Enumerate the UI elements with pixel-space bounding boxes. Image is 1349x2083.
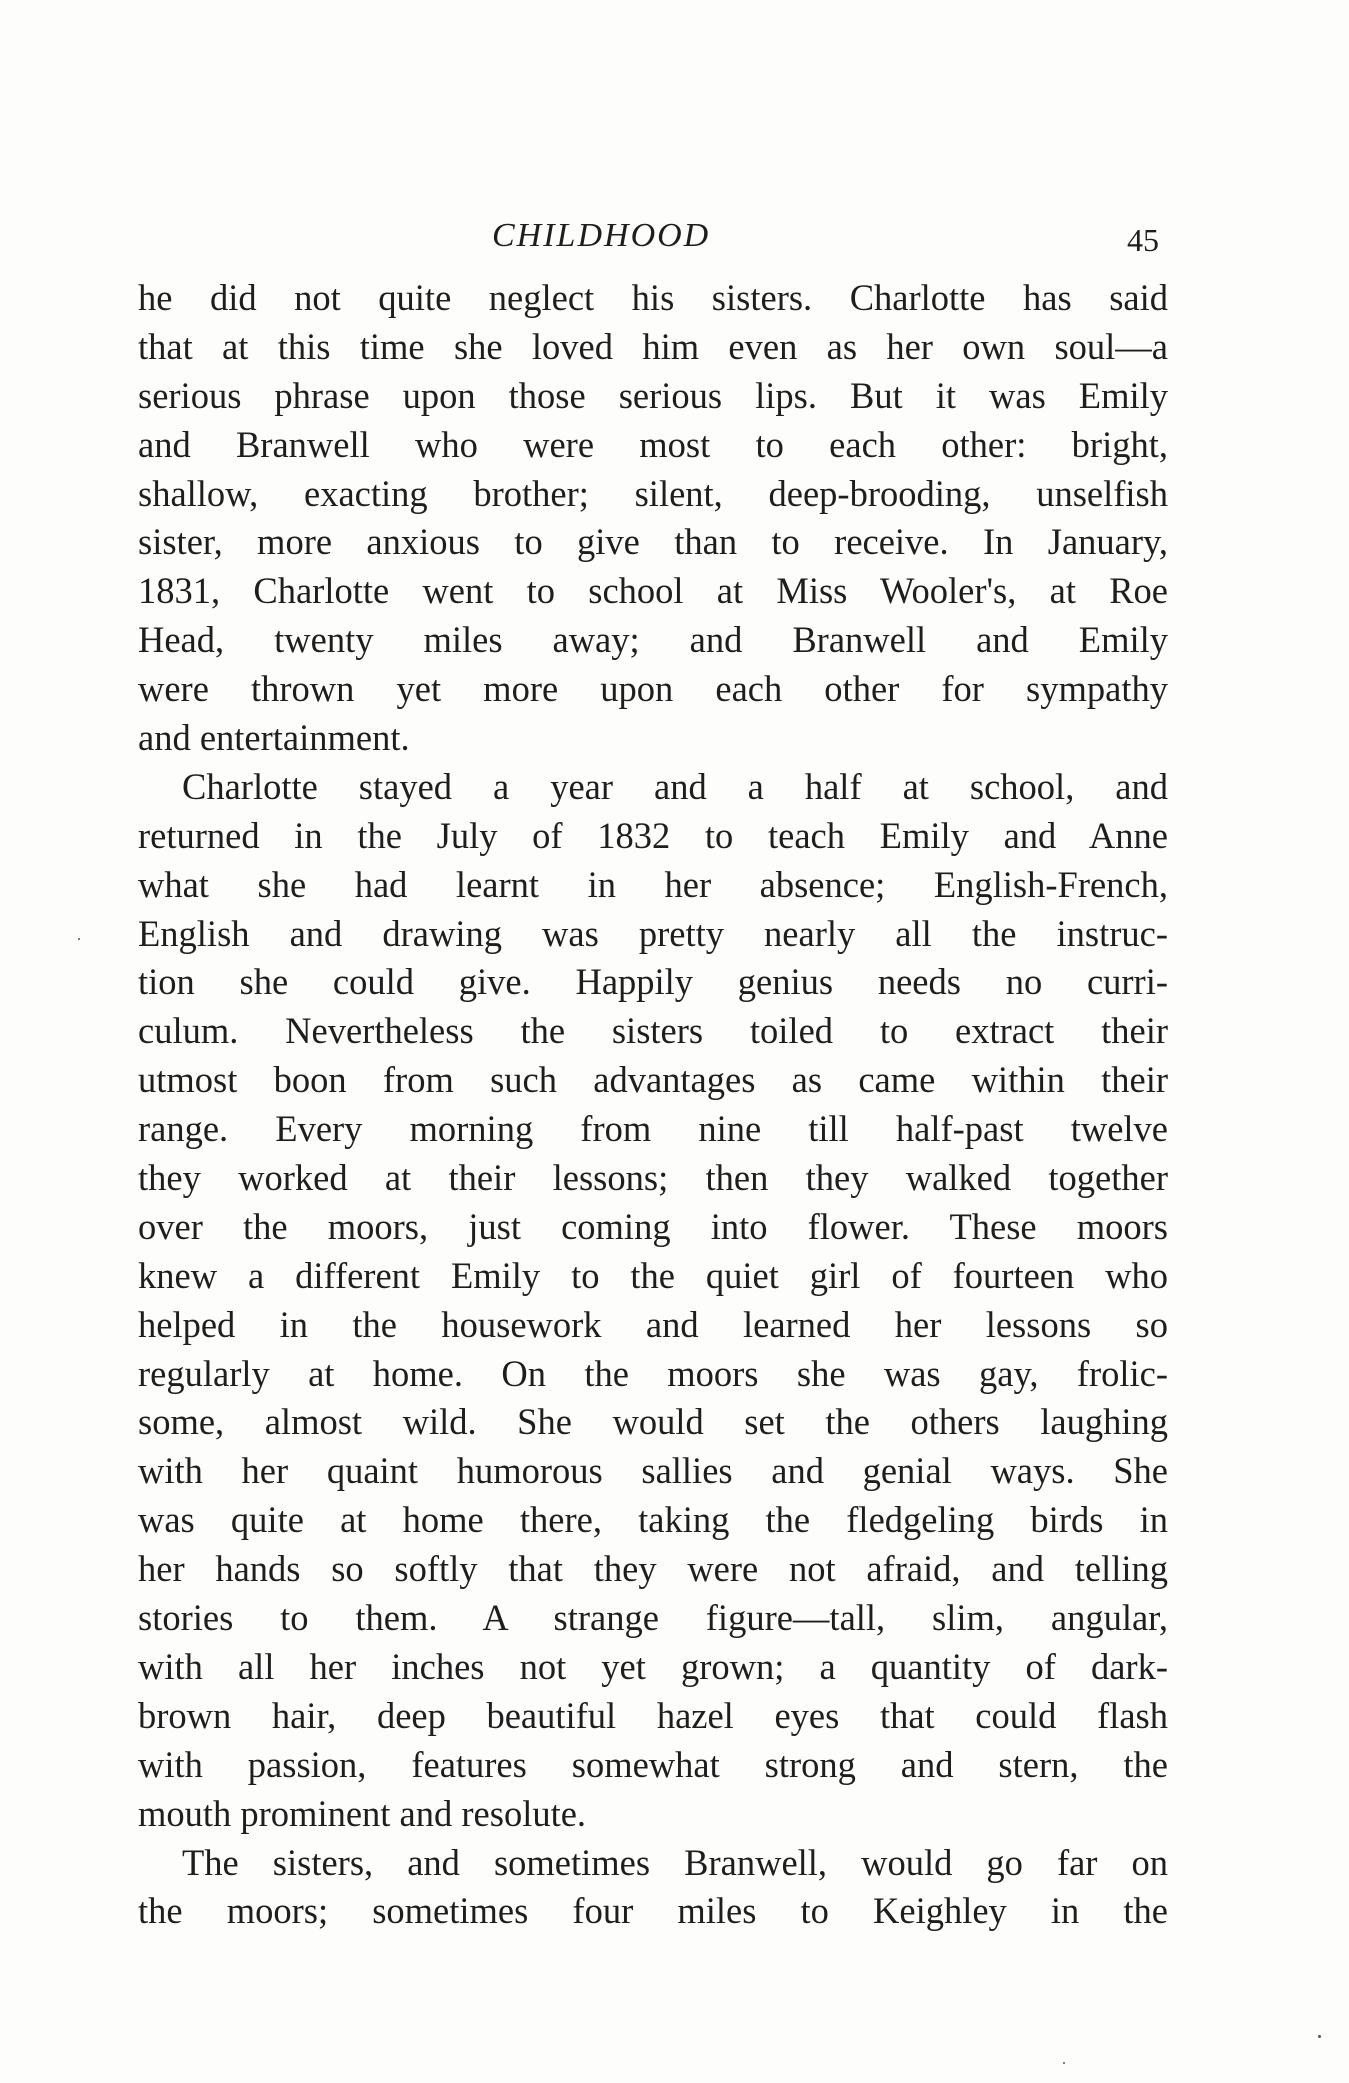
- text-line: serious phrase upon those serious lips. But it was Emily: [138, 374, 1168, 416]
- paragraph-2: [138, 763, 1168, 1839]
- text-line: regularly at home. On the moors she was gay, frolic-: [138, 1352, 1168, 1394]
- text-line: stories to them. A strange figure—tall, slim, angular,: [138, 1597, 1168, 1639]
- running-head: CHILDHOOD: [492, 217, 711, 254]
- body-text: [138, 274, 1168, 1936]
- text-line: The sisters, and sometimes Branwell, would go far on: [182, 1841, 1168, 1883]
- text-line: and entertainment.: [138, 717, 410, 759]
- text-line: English and drawing was pretty nearly all the instruc-: [138, 912, 1168, 954]
- text-line: utmost boon from such advantages as came within their: [138, 1059, 1168, 1101]
- text-line: sister, more anxious to give than to receive. In January,: [138, 521, 1168, 563]
- text-line: were thrown yet more upon each other for sympathy: [138, 668, 1168, 710]
- page-number: 45: [1127, 222, 1159, 258]
- text-line: that at this time she loved him even as her own soul—a: [138, 325, 1168, 367]
- text-line: some, almost wild. She would set the others laughing: [138, 1401, 1168, 1443]
- text-line: he did not quite neglect his sisters. Charlotte has said: [138, 277, 1168, 318]
- text-line: culum. Nevertheless the sisters toiled to extract their: [138, 1010, 1168, 1052]
- text-line: Charlotte stayed a year and a half at school, and: [182, 765, 1168, 807]
- text-line: returned in the July of 1832 to teach Emily and Anne: [138, 814, 1168, 856]
- paper-speck: [78, 938, 80, 940]
- paper-speck: [1318, 2035, 1321, 2038]
- text-line: with all her inches not yet grown; a quantity of dark-: [138, 1645, 1168, 1687]
- text-line: brown hair, deep beautiful hazel eyes that could flash: [138, 1694, 1168, 1736]
- text-line: with her quaint humorous sallies and genial ways. She: [138, 1450, 1168, 1492]
- text-line: her hands so softly that they were not afraid, and telling: [138, 1548, 1168, 1590]
- text-line: Head, twenty miles away; and Branwell and Emily: [138, 619, 1168, 661]
- text-line: knew a different Emily to the quiet girl of fourteen who: [138, 1254, 1168, 1296]
- text-line: range. Every morning from nine till half-past twelve: [138, 1108, 1168, 1150]
- text-line: they worked at their lessons; then they walked together: [138, 1157, 1168, 1199]
- paper-speck: [1063, 2062, 1065, 2064]
- text-line: with passion, features somewhat strong and stern, the: [138, 1743, 1168, 1785]
- text-line: and Branwell who were most to each other: bright,: [138, 423, 1168, 465]
- text-line: mouth prominent and resolute.: [138, 1792, 587, 1834]
- paragraph-1: [138, 274, 1168, 763]
- text-line: what she had learnt in her absence; English-French,: [138, 863, 1168, 905]
- text-line: helped in the housework and learned her lessons so: [138, 1303, 1168, 1345]
- text-line: was quite at home there, taking the fledgeling birds in: [138, 1499, 1168, 1541]
- text-line: 1831, Charlotte went to school at Miss Wooler's, at Roe: [138, 570, 1168, 612]
- text-line: the moors; sometimes four miles to Keighley in the: [138, 1890, 1168, 1932]
- text-line: shallow, exacting brother; silent, deep-brooding, unselfish: [138, 472, 1168, 514]
- text-line: over the moors, just coming into flower. These moors: [138, 1205, 1168, 1247]
- text-line: tion she could give. Happily genius needs no curri-: [138, 961, 1168, 1003]
- paragraph-3: [138, 1839, 1168, 1937]
